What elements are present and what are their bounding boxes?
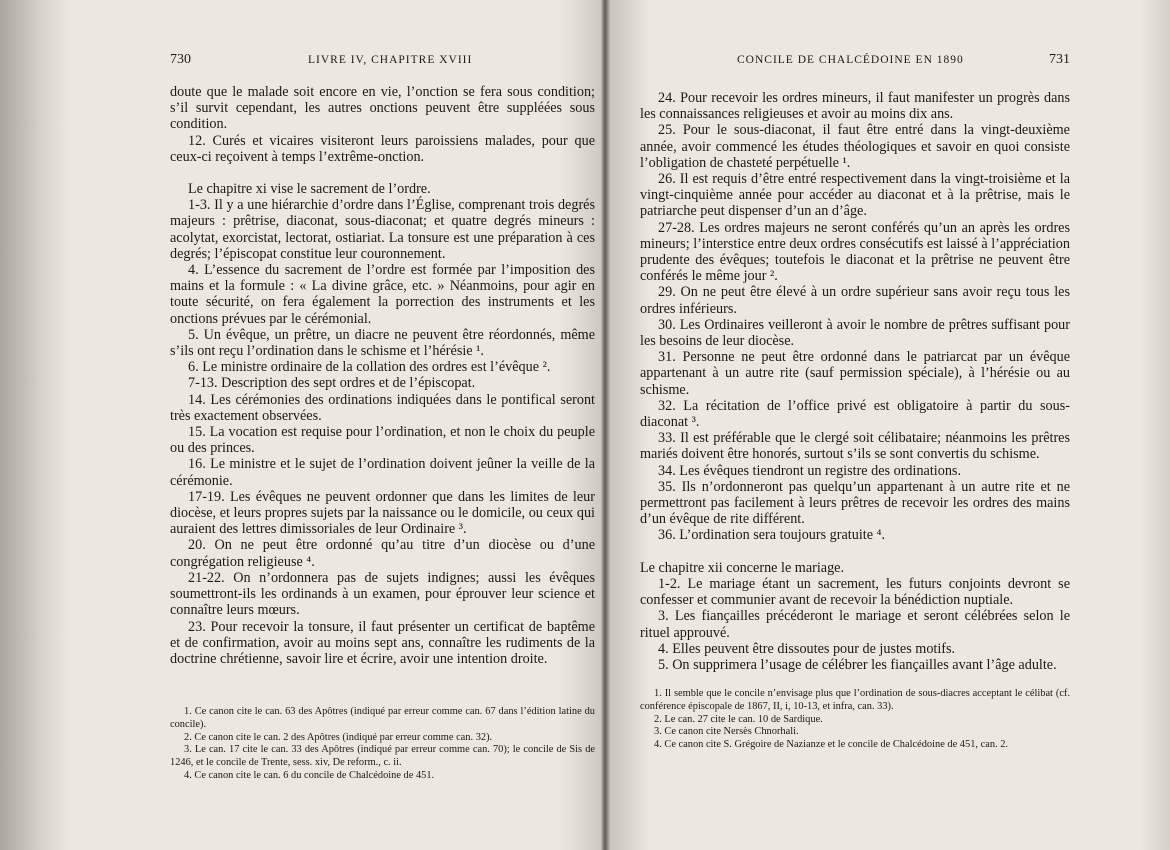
footnote: 2. Le can. 27 cite le can. 10 de Sardique. bbox=[654, 713, 823, 725]
paragraph: 4. Elles peuvent être dissoutes pour de justes motifs. bbox=[658, 640, 956, 657]
paragraph: 17-19. Les évêques ne peuvent ordonner que dans les limites de leur diocèse, et leurs propres sujets par la naissance ou le domicile, ou ceux qui auraient des lettres dimissoriales de leur Ordinaire ³. bbox=[170, 488, 595, 538]
footnote: 3. Le can. 17 cite le can. 33 des Apôtres (indiqué par erreur comme can. 70); le concile de Sis de 1246, et le concile de Trente, sess. xiv, De reform., c. ii. bbox=[170, 744, 595, 769]
paragraph: 4. L’essence du sacrement de l’ordre est formée par l’imposition des mains et la formule : « La divine grâce, etc. » Néanmoins, pour agir en toute sécurité, on fera également la porrection des instruments et les onctions prévues par le cérémonial. bbox=[170, 262, 595, 327]
paragraph: 25. Pour le sous-diaconat, il faut être entré dans la vingt-deuxième année, avoir commencé les études théologiques et savoir en quoi consiste l’obligation de chasteté perpétuelle ¹. bbox=[640, 122, 1070, 171]
paragraph: 27-28. Les ordres majeurs ne seront conférés qu’un an après les ordres mineurs; l’interstice entre deux ordres consécutifs est laissé à l’appréciation prudente des évêques; toutefois le diaconat et la prêtrise ne peuvent être conférés le même jour ². bbox=[640, 219, 1070, 285]
paragraph: 34. Les évêques tiendront un registre des ordinations. bbox=[658, 462, 961, 479]
page-shadow-right bbox=[1140, 0, 1170, 850]
paragraph: 12. Curés et vicaires visiteront leurs paroissiens malades, pour que ceux-ci reçoivent à temps l’extrême-onction. bbox=[170, 132, 595, 165]
paragraph: 26. Il est requis d’être entré respectivement dans la vingt-troisième et la vingt-cinquième année pour accéder au diaconat et à la prêtrise, mais le patriarche peut dispenser d’un an d’âge. bbox=[640, 171, 1070, 220]
chapter-intro: Le chapitre xii concerne le mariage. bbox=[640, 559, 845, 576]
left-footnotes bbox=[170, 706, 595, 783]
page-shadow-left bbox=[0, 0, 70, 850]
right-body-text bbox=[640, 90, 1070, 673]
footnote: 4. Ce canon cite S. Grégoire de Nazianze et le concile de Chalcédoine de 451, can. 2. bbox=[654, 739, 1008, 751]
paragraph: 14. Les cérémonies des ordinations indiquées dans le pontifical seront très exactement observées. bbox=[170, 391, 595, 424]
paragraph: 21-22. On n’ordonnera pas de sujets indignes; aussi les évêques soumettront-ils les ordinands à un examen, pour éprouver leur science et connaître leurs mœurs. bbox=[170, 569, 595, 619]
paragraph: 24. Pour recevoir les ordres mineurs, il faut manifester un progrès dans les connaissances religieuses et avoir au moins dix ans. bbox=[640, 90, 1070, 123]
paragraph: 1-2. Le mariage étant un sacrement, les futurs conjoints devront se confesser et communier avant de recevoir la bénédiction nuptiale. bbox=[640, 575, 1070, 609]
right-running-head bbox=[640, 0, 1070, 67]
right-page bbox=[640, 0, 1070, 751]
left-running-title: LIVRE IV, CHAPITRE XVIII bbox=[308, 54, 473, 66]
paragraph: 1-3. Il y a une hiérarchie d’ordre dans l’Église, comprenant trois degrés majeurs : prêtrise, diaconat, sous-diaconat; et quatre degrés mineurs : acolytat, exorcistat, lectorat, ostiariat. La tonsure est une préparation à ces degrés; l’épiscopat constitue leur couronnement. bbox=[170, 197, 595, 262]
left-running-head bbox=[170, 0, 595, 67]
paragraph: 33. Il est préférable que le clergé soit célibataire; néanmoins les prêtres mariés doivent être honorés, surtout s’ils se sont convertis du schisme. bbox=[640, 430, 1070, 463]
paragraph: 3. Les fiançailles précéderont le mariage et seront célébrées selon le rituel approuvé. bbox=[640, 608, 1070, 641]
paragraph: doute que le malade soit encore en vie, l’onction se fera sous condition; s’il survit cependant, les autres onctions peuvent être suppléées sous condition. bbox=[170, 84, 595, 133]
footnote: 2. Ce canon cite le can. 2 des Apôtres (indiqué par erreur comme can. 32). bbox=[184, 731, 493, 743]
paragraph: 16. Le ministre et le sujet de l’ordination doivent jeûner la veille de la cérémonie. bbox=[170, 456, 595, 489]
right-running-title: CONCILE DE CHALCÉDOINE EN 1890 bbox=[737, 54, 964, 66]
footnote: 1. Ce canon cite le can. 63 des Apôtres (indiqué par erreur comme can. 67 dans l’édition latine du concile). bbox=[170, 706, 595, 730]
paragraph: 23. Pour recevoir la tonsure, il faut présenter un certificat de baptême et de confirmation, avoir au moins sept ans, connaître les rudiments de la doctrine chrétienne, savoir lire et écrire, avoir une intention droite. bbox=[170, 618, 595, 667]
paragraph: 5. On supprimera l’usage de célébrer les fiançailles avant l’âge adulte. bbox=[658, 656, 1057, 673]
paragraph: 7-13. Description des sept ordres et de l’épiscopat. bbox=[188, 375, 476, 392]
paragraph: 5. Un évêque, un prêtre, un diacre ne peuvent être réordonnés, même s’ils ont reçu l’ordination dans le schisme et l’hérésie ¹. bbox=[170, 326, 595, 360]
paragraph: 35. Ils n’ordonneront pas quelqu’un appartenant à un autre rite et ne permettront pas facilement à leurs prêtres de recevoir les ordres des mains d’un évêque de rite différent. bbox=[640, 478, 1070, 528]
paragraph: 20. On ne peut être ordonné qu’au titre d’un diocèse ou d’une congrégation religieuse ⁴. bbox=[170, 537, 595, 570]
paragraph: 36. L’ordination sera toujours gratuite ⁴. bbox=[658, 527, 886, 544]
footnote: 1. Il semble que le concile n’envisage plus que l’ordination de sous-diacres acceptant le célibat (cf. conférence épiscopale de 1867, II, i, 10-13, et infra, can. 33). bbox=[640, 688, 1070, 712]
footnote: 4. Ce canon cite le can. 6 du concile de Chalcédoine de 451. bbox=[184, 769, 435, 781]
paragraph: 31. Personne ne peut être ordonné dans le patriarcat par un évêque appartenant à un autre rite (sauf permission spéciale), à l’hérésie ou au schisme. bbox=[640, 349, 1070, 398]
chapter-intro: Le chapitre xi vise le sacrement de l’ordre. bbox=[188, 181, 431, 198]
paragraph: 32. La récitation de l’office privé est obligatoire à partir du sous-diaconat ³. bbox=[640, 397, 1070, 431]
paragraph: 30. Les Ordinaires veilleront à avoir le nombre de prêtres suffisant pour les besoins de leur diocèse. bbox=[640, 316, 1070, 350]
footnote: 3. Ce canon cite Nersès Chnorhali. bbox=[654, 726, 799, 738]
right-footnotes bbox=[640, 688, 1070, 752]
paragraph: 29. On ne peut être élevé à un ordre supérieur sans avoir reçu tous les ordres inférieurs. bbox=[640, 284, 1070, 317]
paragraph: 6. Le ministre ordinaire de la collation des ordres est l’évêque ². bbox=[188, 359, 551, 376]
paragraph: 15. La vocation est requise pour l’ordination, et non le choix du peuple ou des princes. bbox=[170, 424, 595, 457]
left-page-number: 730 bbox=[170, 52, 191, 67]
right-page-number: 731 bbox=[1049, 52, 1070, 67]
left-page bbox=[170, 0, 595, 781]
left-body-text bbox=[170, 84, 595, 667]
